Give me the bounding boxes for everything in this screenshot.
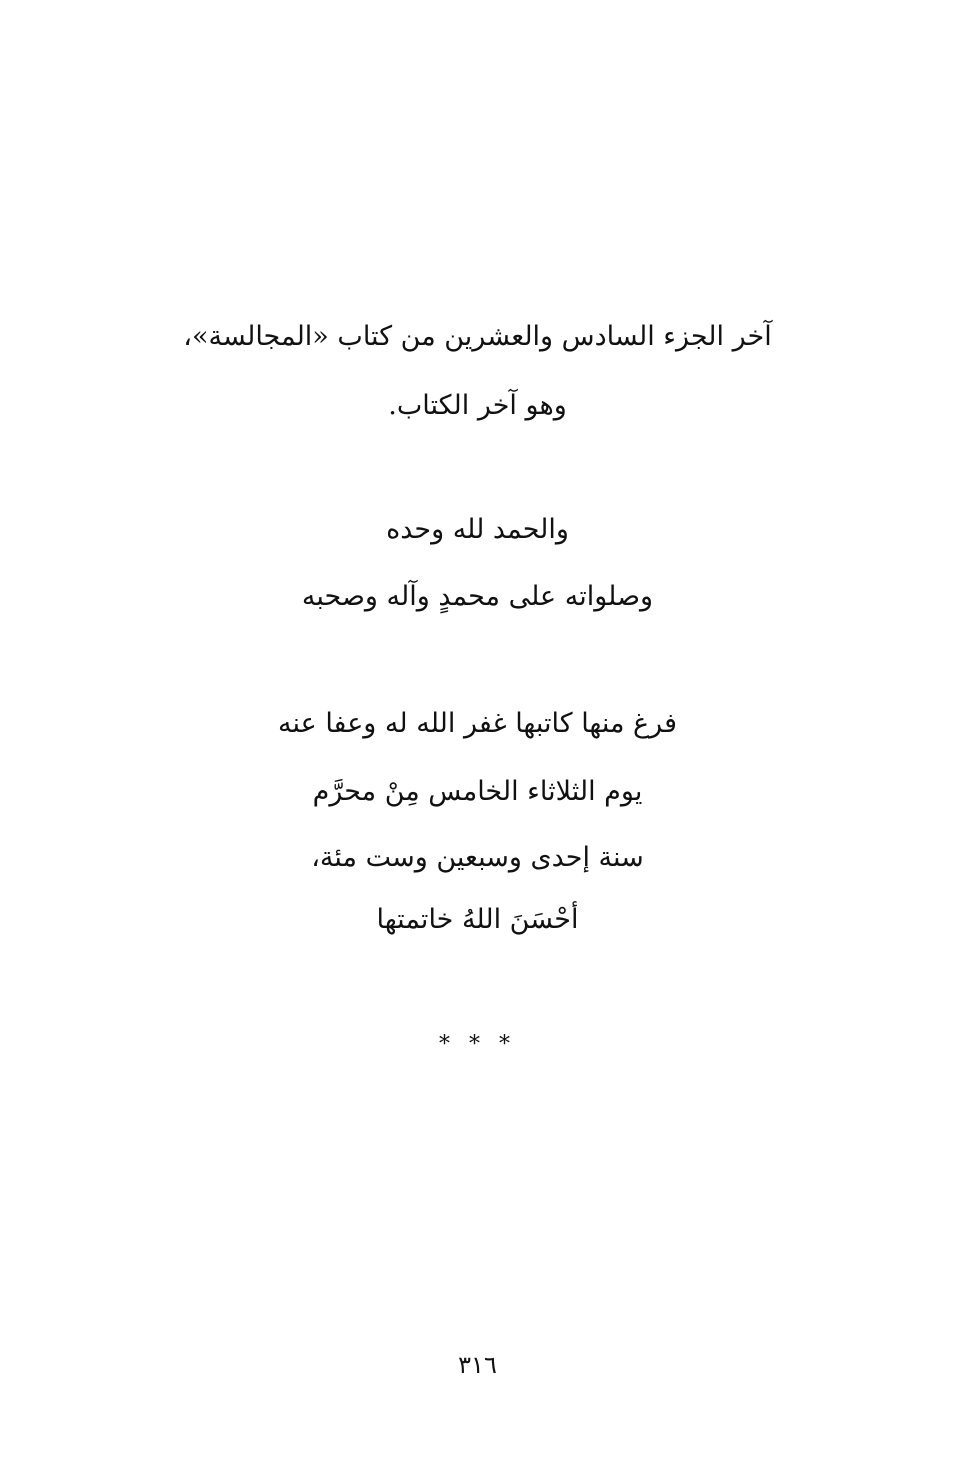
praise-line-1: والحمد لله وحده <box>386 514 569 545</box>
page-number: ٣١٦ <box>458 1351 497 1379</box>
colophon-end-line-2: وهو آخر الكتاب. <box>388 390 567 421</box>
section-separator: * * * <box>439 1032 516 1057</box>
scribe-line-4: أحْسَنَ اللهُ خاتمتها <box>376 904 579 935</box>
colophon-end-line-1: آخر الجزء السادس والعشرين من كتاب «المجالسة»، <box>183 321 772 352</box>
scribe-line-1: فرغ منها كاتبها غفر الله له وعفا عنه <box>278 708 677 739</box>
scribe-line-2: يوم الثلاثاء الخامس مِنْ محرَّم <box>312 776 643 807</box>
scribe-line-3: سنة إحدى وسبعين وست مئة، <box>311 842 644 873</box>
praise-line-2: وصلواته على محمدٍ وآله وصحبه <box>301 581 654 612</box>
